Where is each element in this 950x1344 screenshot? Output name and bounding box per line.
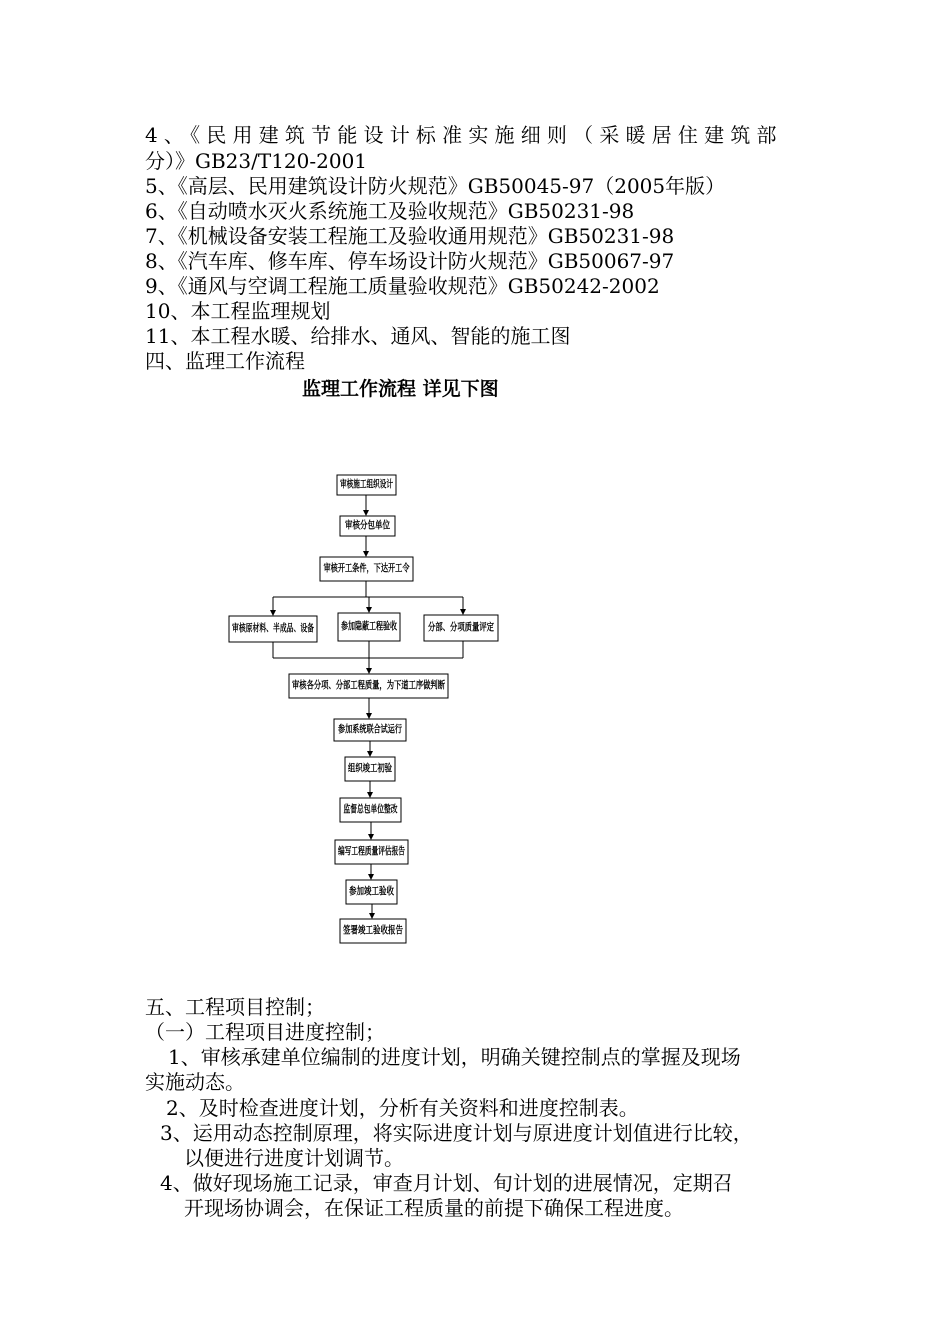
flow-box-1 xyxy=(337,475,420,495)
flow-box-4-label: 审核原材料、半成品、设备 xyxy=(232,623,352,635)
reference-item-10: 10、本工程监理规划 xyxy=(145,299,331,323)
progress-item-3-line2: 以便进行进度计划调节。 xyxy=(184,1146,404,1170)
flow-box-3 xyxy=(320,557,444,581)
flow-box-8 xyxy=(334,719,428,741)
flow-box-10-label: 监督总包单位整改 xyxy=(343,804,424,816)
flow-box-5-label: 参加隐蔽工程验收 xyxy=(341,621,421,633)
reference-item-6: 6、《自动喷水灭火系统施工及验收规范》GB50231-98 xyxy=(145,199,635,223)
flow-box-3-label: 审核开工条件，下达开工令 xyxy=(323,563,444,575)
progress-item-3-line1: 3、运用动态控制原理，将实际进度计划与原进度计划值进行比较， xyxy=(160,1121,753,1145)
flow-box-4 xyxy=(229,616,352,642)
flow-box-2 xyxy=(340,516,405,536)
flow-box-2-label: 审核分包单位 xyxy=(345,520,405,532)
flow-box-12-label: 参加竣工验收 xyxy=(349,886,409,898)
flow-box-6 xyxy=(424,615,518,641)
section-5-subtitle: （一）工程项目进度控制； xyxy=(145,1020,385,1044)
progress-item-4-line2: 开现场协调会，在保证工程质量的前提下确保工程进度。 xyxy=(184,1196,684,1220)
progress-item-1-line1: 1、审核承建单位编制的进度计划，明确关键控制点的掌握及现场 xyxy=(168,1045,741,1069)
flow-box-7-label: 审核各分项、分部工程质量，为下道工序做判断 xyxy=(292,680,502,692)
flow-box-11-label: 编写工程质量评估报告 xyxy=(338,846,438,858)
progress-item-2: 2、及时检查进度计划，分析有关资料和进度控制表。 xyxy=(166,1096,639,1120)
reference-item-9: 9、《通风与空调工程施工质量验收规范》GB50242-2002 xyxy=(145,274,660,298)
flow-box-10 xyxy=(340,798,424,822)
flow-box-9-label: 组织竣工初验 xyxy=(348,763,408,775)
flow-box-6-label: 分部、分项质量评定 xyxy=(428,622,518,634)
progress-item-4-line1: 4、做好现场施工记录，审查月计划、旬计划的进展情况，定期召 xyxy=(160,1171,733,1195)
flow-box-7 xyxy=(289,674,502,698)
flow-box-9 xyxy=(345,757,408,781)
flow-box-1-label: 审核施工组织设计 xyxy=(340,479,420,491)
section-4-title: 四、监理工作流程 xyxy=(145,349,305,373)
reference-item-11: 11、本工程水暖、给排水、通风、智能的施工图 xyxy=(145,324,571,348)
flow-box-8-label: 参加系统联合试运行 xyxy=(338,724,428,736)
progress-item-1-line2: 实施动态。 xyxy=(145,1070,245,1094)
flow-box-12 xyxy=(346,880,409,904)
flow-box-5 xyxy=(338,613,421,641)
reference-item-5: 5、《高层、民用建筑设计防火规范》GB50045-97（2005年版） xyxy=(145,174,726,198)
reference-item-4-line1: 4、《民用建筑节能设计标准实施细则（采暖居住建筑部 xyxy=(145,123,783,147)
flowchart-heading: 监理工作流程 详见下图 xyxy=(302,378,499,400)
reference-item-7: 7、《机械设备安装工程施工及验收通用规范》GB50231-98 xyxy=(145,224,675,248)
section-5-title: 五、工程项目控制； xyxy=(145,995,325,1019)
reference-item-8: 8、《汽车库、修车库、停车场设计防火规范》GB50067-97 xyxy=(145,249,675,273)
flow-box-13 xyxy=(340,919,423,943)
flow-box-11 xyxy=(335,840,438,864)
reference-item-4-line2: 分）》GB23/T120-2001 xyxy=(145,149,368,173)
flow-box-13-label: 签署竣工验收报告 xyxy=(343,925,423,937)
